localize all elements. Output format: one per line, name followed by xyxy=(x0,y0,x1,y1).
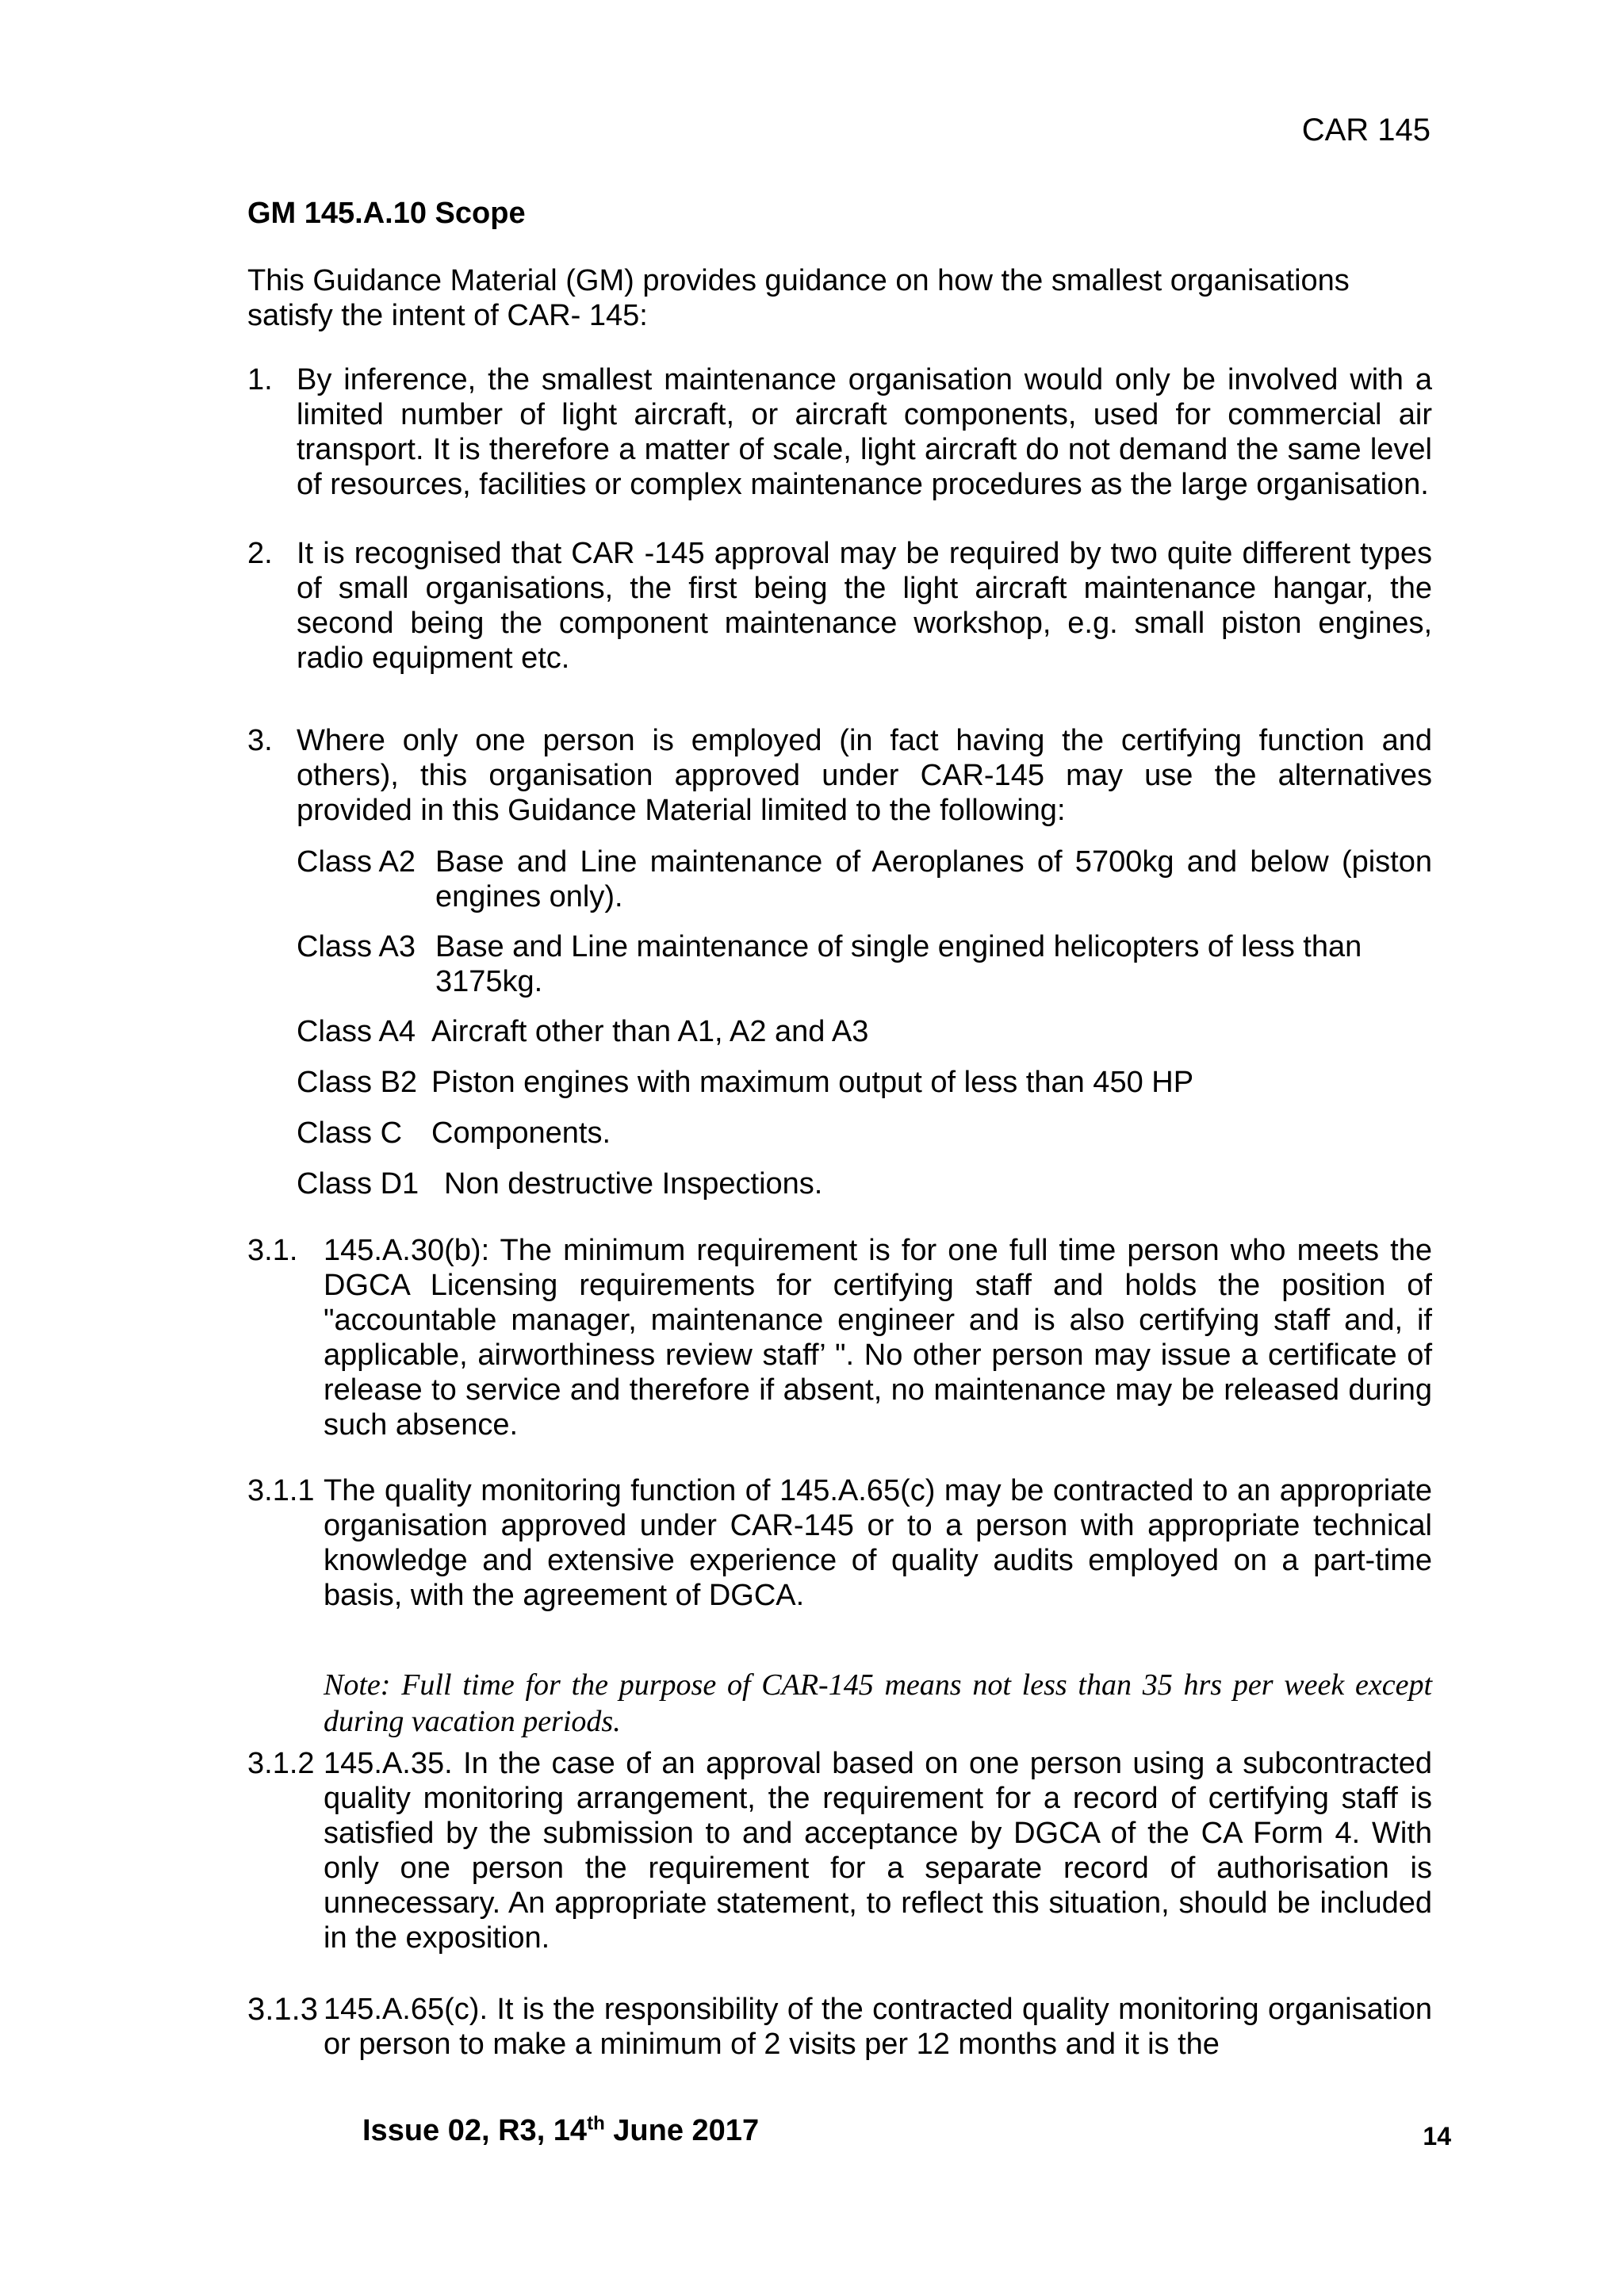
class-code: Class C xyxy=(297,1116,403,1150)
issue-footer xyxy=(362,2113,759,2148)
class-description: Base and Line maintenance of Aeroplanes of 5700kg and below (piston engines only). xyxy=(435,845,1432,913)
list-item xyxy=(247,362,1432,502)
class-description: Non destructive Inspections. xyxy=(444,1167,823,1201)
list-item-text: Where only one person is employed (in fact having the certifying function and others), this organisation approved under CAR-145 may use the alternatives provided in this Guidance Material limited to the following: xyxy=(297,724,1432,827)
issue-prefix: Issue 02, R3, 14 xyxy=(362,2114,588,2147)
subsection-number: 3.1.2 xyxy=(247,1747,315,1780)
list-item-text: By inference, the smallest maintenance organisation would only be involved with a limited number of light aircraft, or aircraft components, used for commercial air transport. It is therefore a matter of scale, light aircraft do not demand the same level of resources, facilities or complex maintenance procedures as the large organisation. xyxy=(297,363,1432,501)
subsection-text: 145.A.35. In the case of an approval based on one person using a subcontracted quality monitoring arrangement, the requirement for a record of certifying staff is satisfied by the submission to and acceptance by DGCA of the CA Form 4. With only one person the requirement for a separate record of authorisation is unnecessary. An appropriate statement, to reflect this situation, should be included in the exposition. xyxy=(324,1747,1432,1955)
list-item-number: 2. xyxy=(247,537,273,570)
class-description: Aircraft other than A1, A2 and A3 xyxy=(431,1015,869,1048)
class-description: Piston engines with maximum output of less than 450 HP xyxy=(431,1066,1194,1099)
class-code: Class A2 xyxy=(297,845,416,879)
class-row xyxy=(297,1166,1432,1201)
subsection-text: The quality monitoring function of 145.A.65(c) may be contracted to an appropriate organisation approved under CAR-145 or to a person with appropriate technical knowledge and extensive experience of quality audits employed on a part-time basis, with the agreement of DGCA. xyxy=(324,1474,1432,1612)
list-item xyxy=(247,723,1432,828)
class-description: Base and Line maintenance of single engined helicopters of less than 3175kg. xyxy=(435,930,1362,998)
subsection-text: 145.A.30(b): The minimum requirement is for one full time person who meets the DGCA Licensing requirements for certifying staff and holds the position of "accountable manager, maintenance engineer and is also certifying staff and, if applicable, airworthiness review staff’ ". No other person may issue a certificate of release to service and therefore if absent, no maintenance may be released during such absence. xyxy=(324,1234,1432,1442)
subsection-number: 3.1. xyxy=(247,1234,298,1267)
issue-date-suffix: th xyxy=(587,2112,605,2135)
list-item-number: 1. xyxy=(247,363,273,396)
subsection xyxy=(247,1746,1432,1955)
document-code-header: CAR 145 xyxy=(1301,113,1431,147)
class-code: Class D1 xyxy=(297,1167,419,1201)
class-row xyxy=(297,1116,1432,1151)
class-row xyxy=(297,844,1432,914)
class-row xyxy=(297,1014,1432,1049)
class-row xyxy=(297,929,1432,999)
class-code: Class A3 xyxy=(297,930,416,963)
subsection-text: 145.A.65(c). It is the responsibility of the contracted quality monitoring organisation or person to make a minimum of 2 visits per 12 months and it is the xyxy=(324,1993,1432,2061)
issue-suffix: June 2017 xyxy=(604,2114,760,2147)
page-number: 14 xyxy=(1423,2122,1451,2150)
note-paragraph: Note: Full time for the purpose of CAR-145 means not less than 35 hrs per week except during vacation periods. xyxy=(324,1668,1432,1738)
subsection-number: 3.1.3 xyxy=(247,1992,318,2027)
section-title: GM 145.A.10 Scope xyxy=(247,197,526,230)
intro-paragraph: This Guidance Material (GM) provides guidance on how the smallest organisations satisfy the intent of CAR- 145: xyxy=(247,264,1350,332)
class-code: Class B2 xyxy=(297,1066,418,1099)
list-item-number: 3. xyxy=(247,724,273,757)
subsection xyxy=(247,1233,1432,1442)
subsection xyxy=(247,1473,1432,1613)
class-code: Class A4 xyxy=(297,1015,416,1048)
list-item-text: It is recognised that CAR -145 approval may be required by two quite different types of small organisations, the first being the light aircraft maintenance hangar, the second being the component maintenance workshop, e.g. small piston engines, radio equipment etc. xyxy=(297,537,1432,675)
class-row xyxy=(297,1065,1432,1100)
class-description: Components. xyxy=(431,1116,611,1150)
subsection-number: 3.1.1 xyxy=(247,1474,315,1507)
subsection xyxy=(247,1992,1432,2062)
list-item xyxy=(247,536,1432,676)
